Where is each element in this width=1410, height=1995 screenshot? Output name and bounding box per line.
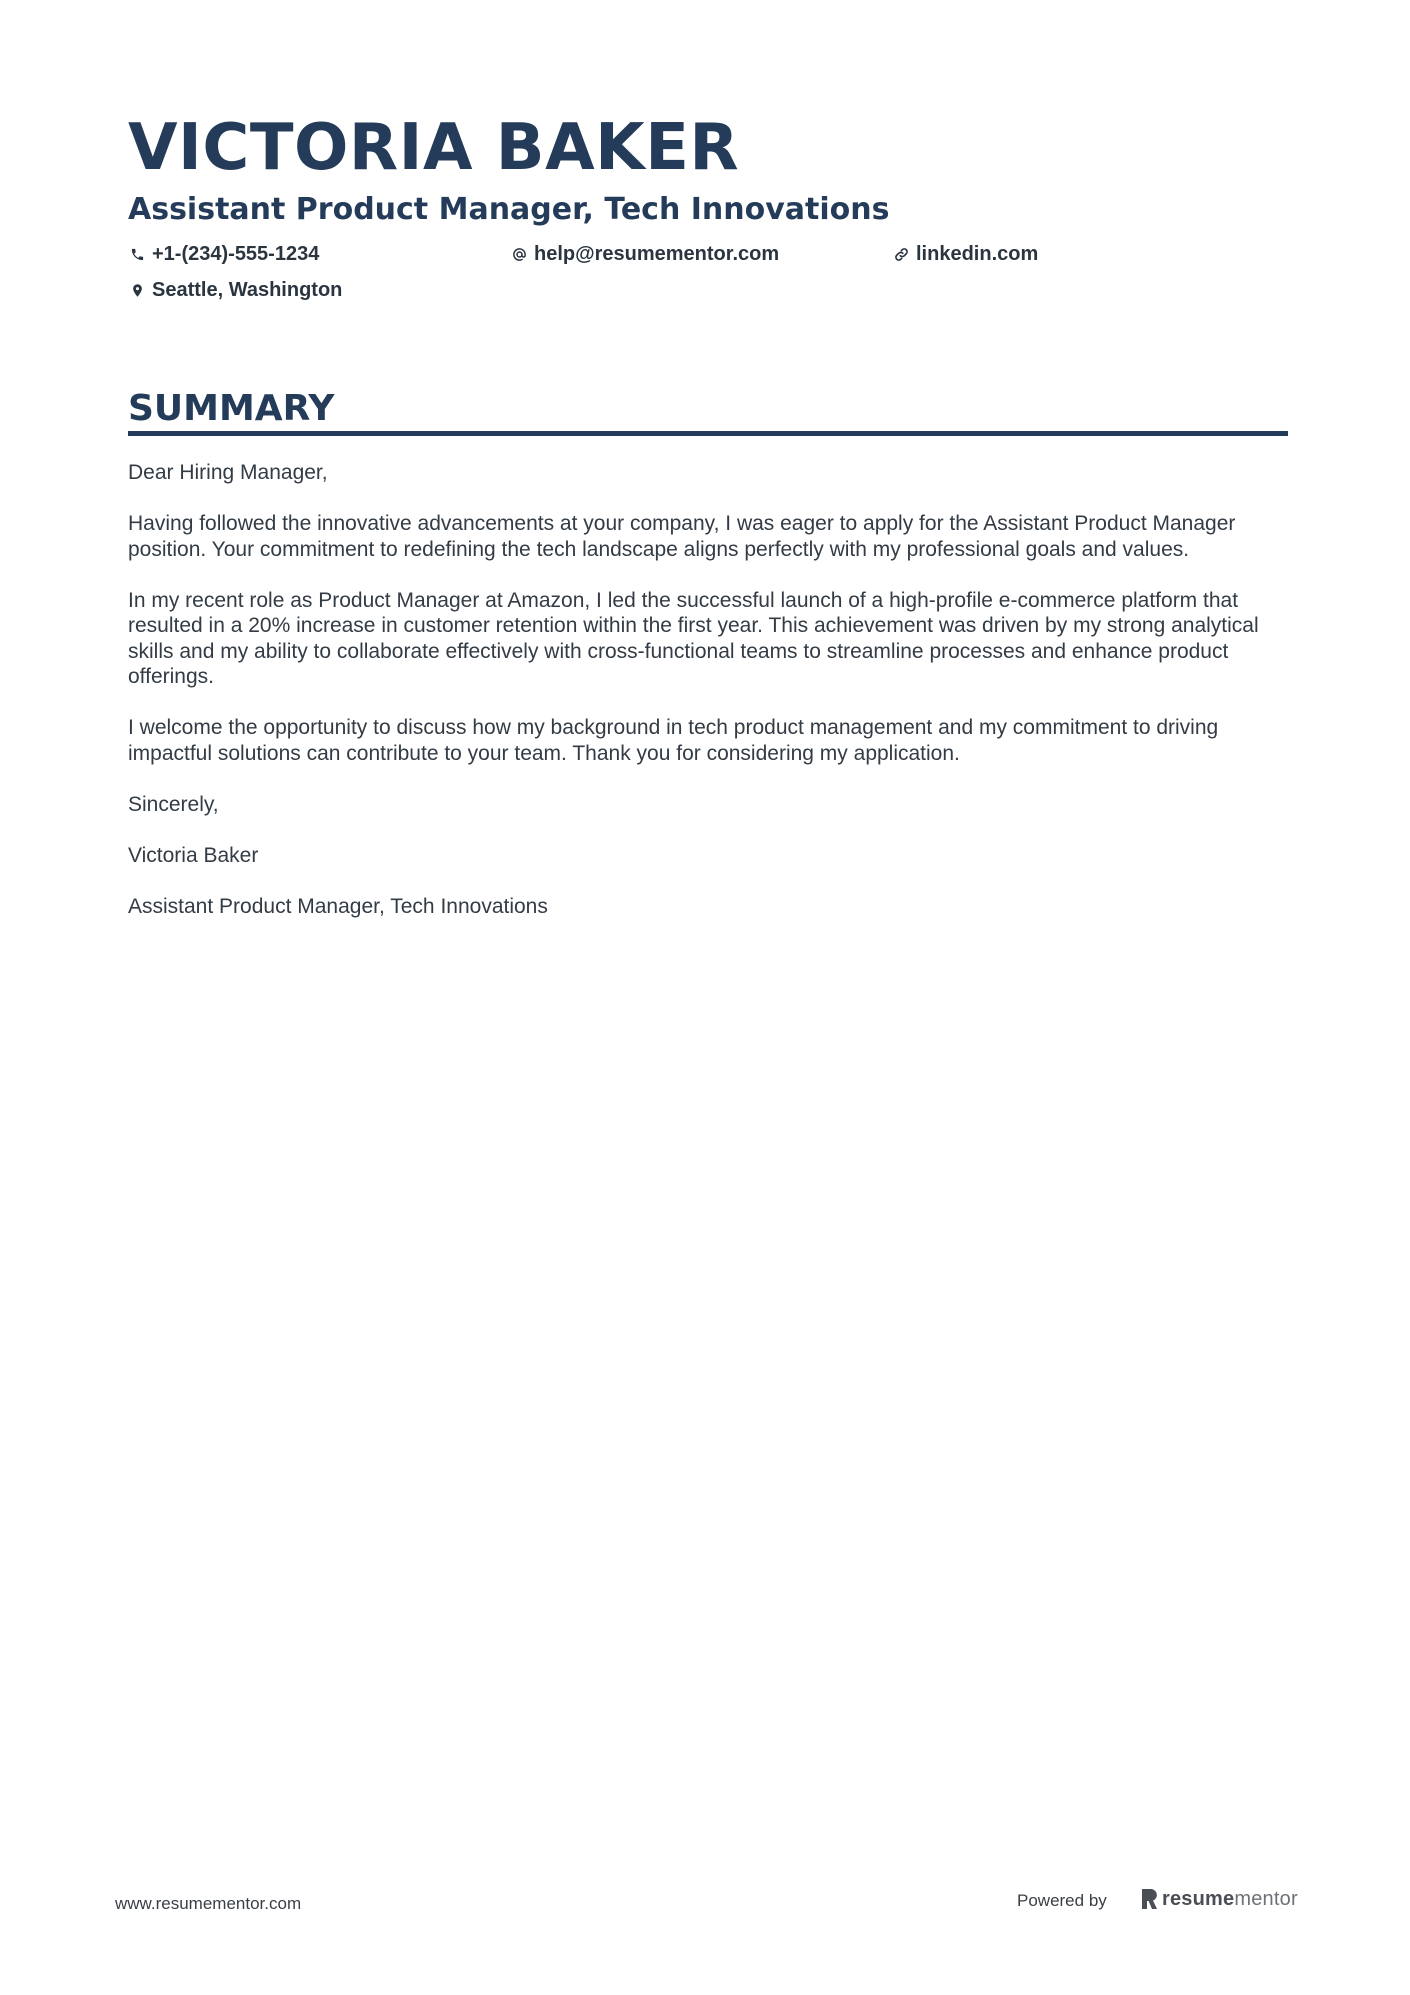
- contact-phone: [128, 241, 319, 267]
- brand-wordmark-light: mentor: [1234, 1888, 1298, 1910]
- contact-email: [510, 241, 779, 267]
- contact-location: [128, 277, 342, 303]
- closing: Sincerely,: [128, 792, 219, 816]
- phone-icon: [128, 245, 146, 263]
- candidate-headline: Assistant Product Manager, Tech Innovations: [128, 192, 890, 227]
- letter-paragraph: In my recent role as Product Manager at Amazon, I led the successful launch of a high-profile e-commerce platform that resulted in a 20% increase in customer retention within the first year. This achievement was driven by my strong analytical skills and my ability to collaborate effectively with cross-functional teams to streamline processes and enhance product offerings.: [128, 588, 1259, 688]
- brand-mark-icon: [1140, 1888, 1158, 1910]
- letter-paragraph: Having followed the innovative advancements at your company, I was eager to apply for the Assistant Product Manager position. Your commitment to redefining the tech landscape aligns perfectly with my professional goals and values.: [128, 512, 1236, 561]
- footer-url[interactable]: www.resumementor.com: [115, 1894, 302, 1913]
- letter-body: [128, 460, 1290, 945]
- location-pin-icon: [128, 281, 146, 299]
- location-text: Seattle, Washington: [152, 279, 343, 301]
- section-divider: [128, 431, 1288, 436]
- powered-by-label: Powered by: [1017, 1891, 1107, 1910]
- link-text: linkedin.com: [916, 243, 1039, 265]
- signature-name: Victoria Baker: [128, 843, 259, 867]
- signature-title: Assistant Product Manager, Tech Innovations: [128, 894, 548, 918]
- candidate-name: VICTORIA BAKER: [128, 111, 740, 185]
- salutation: Dear Hiring Manager,: [128, 461, 328, 484]
- section-title-summary: SUMMARY: [128, 388, 335, 429]
- brand-wordmark-bold: resume: [1162, 1888, 1235, 1910]
- phone-text: +1-(234)-555-1234: [152, 243, 320, 265]
- contact-link: [892, 241, 1038, 267]
- email-text: help@resumementor.com: [534, 243, 780, 265]
- brand-logo[interactable]: [1140, 1887, 1298, 1911]
- at-icon: [510, 245, 528, 263]
- letter-paragraph: I welcome the opportunity to discuss how my background in tech product management and my commitment to driving impactful solutions can contribute to your team. Thank you for considering my application.: [128, 716, 1219, 765]
- link-icon: [892, 245, 910, 263]
- brand-wordmark: [1162, 1887, 1298, 1911]
